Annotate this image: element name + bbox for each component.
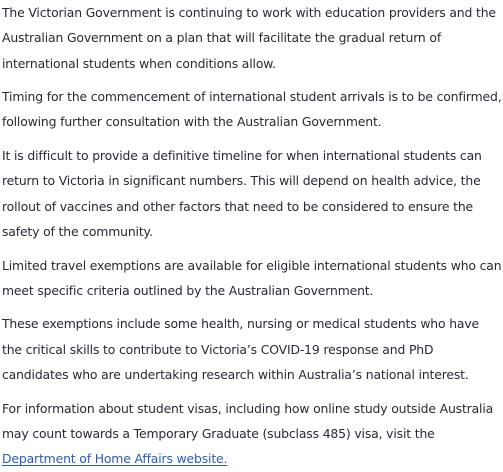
article-body bbox=[2, 0, 502, 472]
paragraph-return-plan: The Victorian Government is continuing to work with education providers and the Australian Government on a plan that will facilitate the gradual return of international students when conditions allow. bbox=[2, 5, 496, 71]
paragraph-arrival-timing: Timing for the commencement of international student arrivals is to be confirmed, following further consultation with the Australian Government. bbox=[2, 89, 502, 130]
paragraph-student-visas bbox=[2, 396, 502, 472]
student-visas-text: For information about student visas, including how online study outside Australia may count towards a Temporary Graduate (subclass 485) visa, visit the bbox=[2, 400, 494, 441]
paragraph-exemption-details: These exemptions include some health, nursing or medical students who have the critical skills to contribute to Victoria’s COVID-19 response and PhD candidates who are undertaking research within Australia’s national interest. bbox=[2, 316, 480, 383]
paragraph-travel-exemptions: Limited travel exemptions are available for eligible international students who can meet specific criteria outlined by the Australian Government. bbox=[2, 257, 502, 298]
paragraph-timeline: It is difficult to provide a definitive timeline for when international students can return to Victoria in significant numbers. This will depend on health advice, the rollout of vaccines and other factors that need to be considered to ensure the safety of the community. bbox=[2, 148, 482, 239]
home-affairs-link[interactable]: Department of Home Affairs website. bbox=[2, 451, 228, 467]
